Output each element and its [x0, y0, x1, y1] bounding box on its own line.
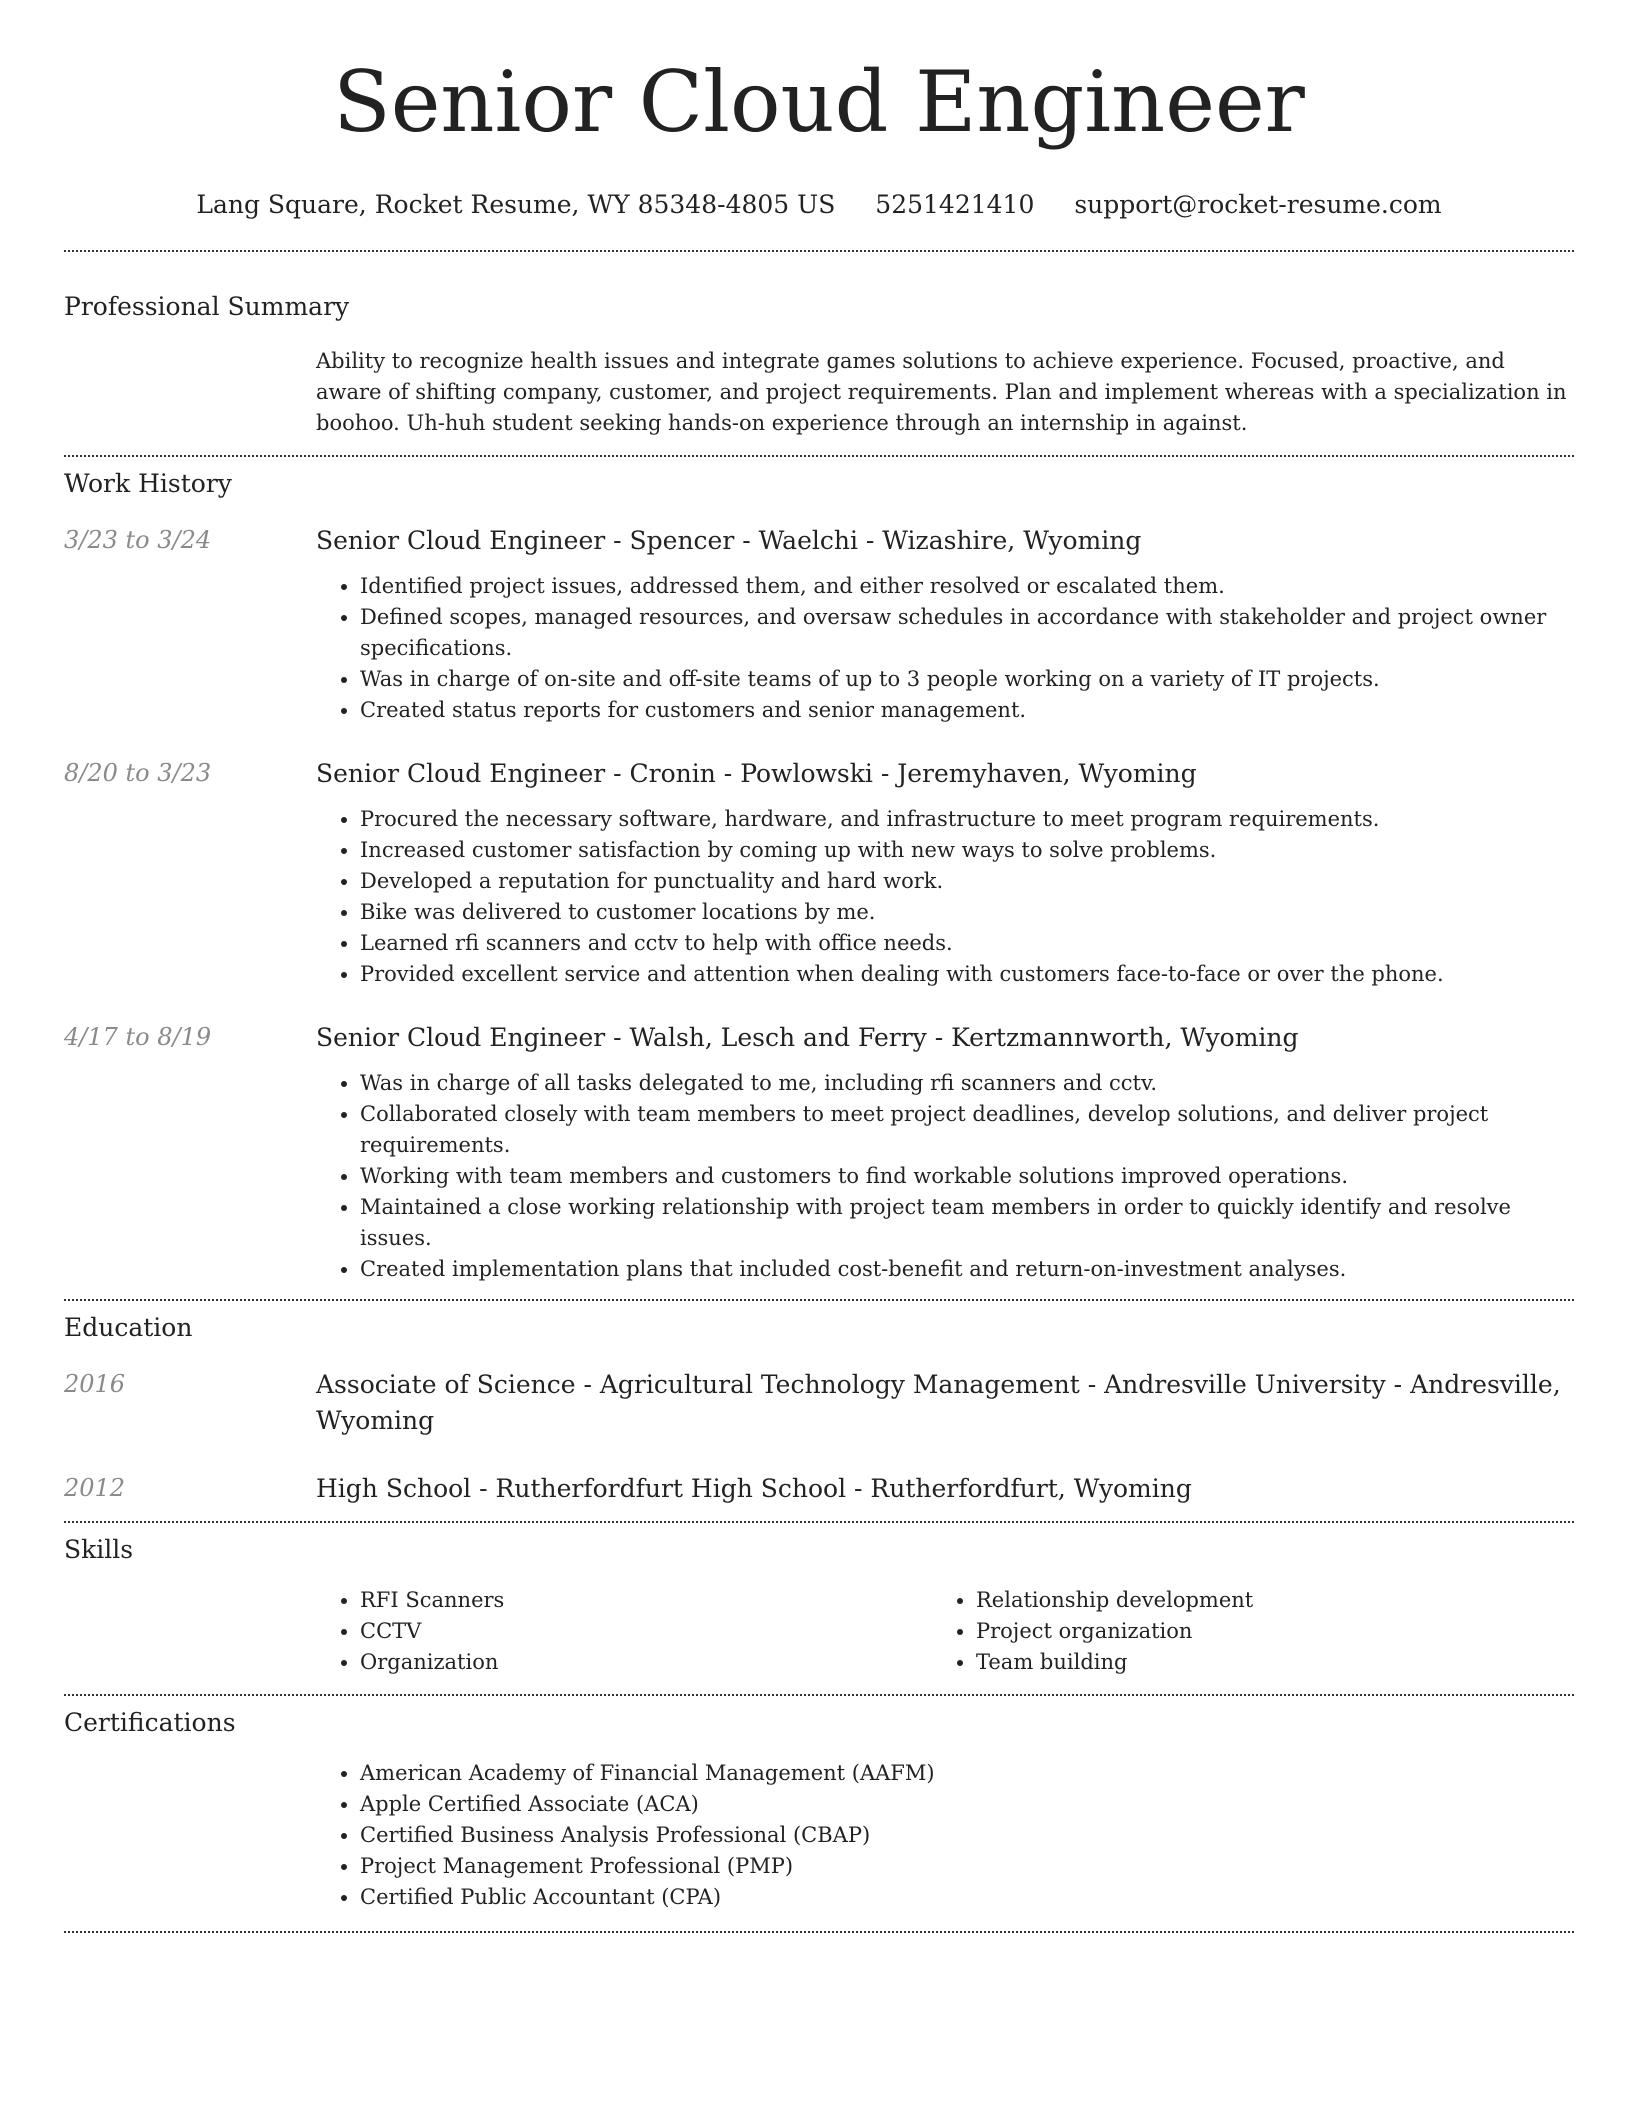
job-bullet: • Created implementation plans that included cost-benefit and return-on-investment analyses.: [360, 1254, 1574, 1285]
job-dates: 8/20 to 3/23: [64, 759, 212, 787]
job-bullets: [316, 571, 1574, 726]
certifications-list: [316, 1758, 1574, 1913]
job-bullet: • Maintained a close working relationship with project team members in order to quickly identify and resolve issues.: [360, 1192, 1574, 1254]
job-entry: [64, 1020, 1574, 1299]
skills-list-left: [316, 1585, 932, 1678]
job-bullet: • Collaborated closely with team members to meet project deadlines, develop solutions, and deliver project requirements.: [360, 1099, 1574, 1161]
resume-page: [64, 0, 1574, 1933]
contact-line: [64, 188, 1574, 222]
education-year: 2016: [64, 1370, 126, 1398]
job-bullet: • Bike was delivered to customer locations by me.: [360, 897, 1574, 928]
contact-address: Lang Square, Rocket Resume, WY 85348-4805 US: [196, 190, 836, 219]
skill-item: • Relationship development: [976, 1585, 1548, 1616]
skill-item: • Organization: [360, 1647, 932, 1678]
job-title: Senior Cloud Engineer - Spencer - Waelchi - Wizashire, Wyoming: [316, 526, 1142, 555]
certification-item: • Project Management Professional (PMP): [360, 1851, 1574, 1882]
certification-item: • American Academy of Financial Management (AAFM): [360, 1758, 1574, 1789]
job-bullet: • Procured the necessary software, hardware, and infrastructure to meet program requirements.: [360, 804, 1574, 835]
contact-phone: 5251421410: [875, 190, 1035, 219]
skills-list-right: [932, 1585, 1548, 1678]
job-bullet: • Defined scopes, managed resources, and oversaw schedules in accordance with stakeholder and project owner specifications.: [360, 602, 1574, 664]
contact-email[interactable]: support@rocket-resume.com: [1074, 190, 1442, 219]
certifications-title: Certifications: [64, 1708, 236, 1737]
certification-item: • Certified Business Analysis Professional (CBAP): [360, 1820, 1574, 1851]
job-bullet: • Increased customer satisfaction by coming up with new ways to solve problems.: [360, 835, 1574, 866]
job-dates: 3/23 to 3/24: [64, 526, 212, 554]
certifications-divider: [64, 1931, 1574, 1933]
summary-section: [64, 252, 1574, 455]
certification-item: • Apple Certified Associate (ACA): [360, 1789, 1574, 1820]
job-bullet: • Provided excellent service and attention when dealing with customers face-to-face or over the phone.: [360, 959, 1574, 990]
job-bullet: • Created status reports for customers and senior management.: [360, 695, 1574, 726]
summary-title: Professional Summary: [64, 292, 350, 321]
education-degree: Associate of Science - Agricultural Technology Management - Andresville University - Andresville, Wyoming: [316, 1370, 1561, 1435]
skills-title: Skills: [64, 1535, 134, 1564]
job-dates: 4/17 to 8/19: [64, 1023, 212, 1051]
job-bullet: • Was in charge of on-site and off-site teams of up to 3 people working on a variety of IT projects.: [360, 664, 1574, 695]
skill-item: • Team building: [976, 1647, 1548, 1678]
job-title: Senior Cloud Engineer - Walsh, Lesch and Ferry - Kertzmannworth, Wyoming: [316, 1023, 1299, 1052]
skill-item: • RFI Scanners: [360, 1585, 932, 1616]
job-bullets: [316, 804, 1574, 990]
certifications-section: [64, 1696, 1574, 1913]
certification-item: • Certified Public Accountant (CPA): [360, 1882, 1574, 1913]
education-entry: [64, 1367, 1574, 1439]
education-section: [64, 1301, 1574, 1507]
candidate-name: Senior Cloud Engineer: [333, 53, 1305, 151]
job-bullet: • Learned rfi scanners and cctv to help with office needs.: [360, 928, 1574, 959]
job-bullet: • Developed a reputation for punctuality and hard work.: [360, 866, 1574, 897]
skill-item: • CCTV: [360, 1616, 932, 1647]
education-entry: [64, 1471, 1574, 1507]
work-section: [64, 457, 1574, 1299]
job-bullet: • Was in charge of all tasks delegated to me, including rfi scanners and cctv.: [360, 1068, 1574, 1099]
work-title: Work History: [64, 469, 232, 498]
summary-text: Ability to recognize health issues and integrate games solutions to achieve experience. Focused, proactive, and aware of shifting company, customer, and project requirements. Plan and implement whereas with a specialization in boohoo. Uh-huh student seeking hands-on experience through an internship in against.: [316, 349, 1567, 435]
job-entry: [64, 523, 1574, 726]
skills-section: [64, 1523, 1574, 1678]
skill-item: • Project organization: [976, 1616, 1548, 1647]
job-title: Senior Cloud Engineer - Cronin - Powlowski - Jeremyhaven, Wyoming: [316, 759, 1197, 788]
job-entry: [64, 756, 1574, 990]
education-year: 2012: [64, 1474, 126, 1502]
job-bullet: • Identified project issues, addressed them, and either resolved or escalated them.: [360, 571, 1574, 602]
job-bullets: [316, 1068, 1574, 1285]
job-bullet: • Working with team members and customers to find workable solutions improved operations.: [360, 1161, 1574, 1192]
education-title: Education: [64, 1313, 193, 1342]
education-degree: High School - Rutherfordfurt High School - Rutherfordfurt, Wyoming: [316, 1474, 1192, 1503]
